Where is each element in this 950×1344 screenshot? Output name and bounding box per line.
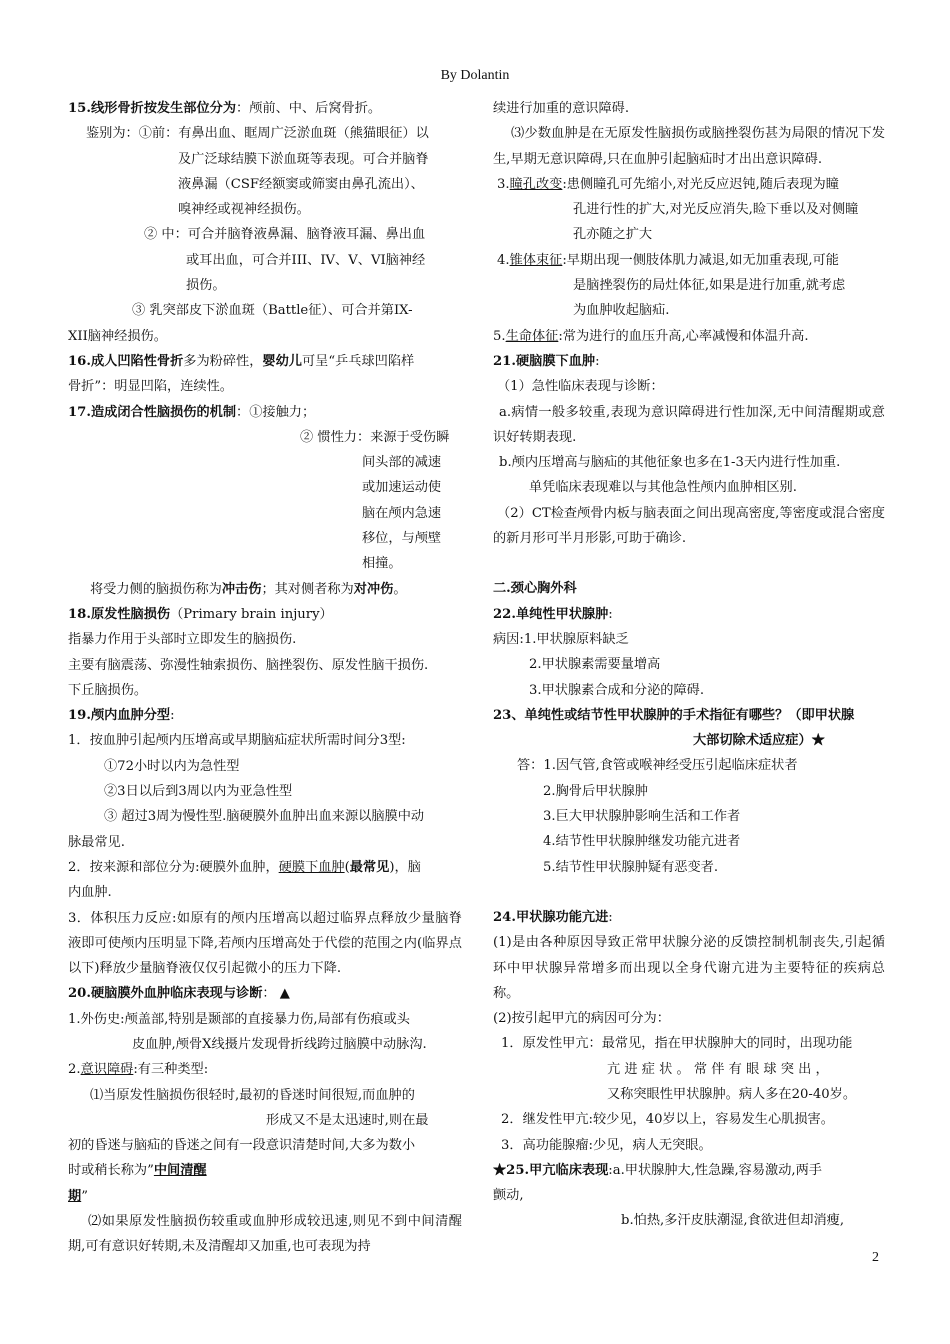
s19-text: )，脑 (389, 859, 421, 875)
s20-line: ⑴当原发性脑损伤很轻时,最初的昏迷时间很短,而血肿的 (90, 1087, 415, 1103)
s17-text: ；其对侧者称为 (261, 581, 354, 597)
r4-line: 为血肿收起脑疝. (573, 303, 670, 319)
section-22-heading (493, 602, 885, 627)
s20-line (68, 1057, 462, 1082)
s15-line: 液鼻漏（CSF经额窦或筛窦由鼻孔流出）、 (178, 176, 424, 192)
s15-line: ② 中：可合并脑脊液鼻漏、脑脊液耳漏、鼻出血 (144, 227, 426, 243)
section-17-title: 17.造成闭合性脑损伤的机制 (68, 404, 237, 420)
s24-line: 亢 进 症 状 。 常 伴 有 眼 球 突 出 ， (607, 1061, 829, 1077)
right-column (493, 96, 885, 1234)
section-heading-neck-chest: 二.颈心胸外科 (493, 581, 577, 597)
s23-line: 3.巨大甲状腺肿影响生活和工作者 (543, 809, 741, 825)
r3-number: 3. (497, 176, 510, 192)
section-21-heading (493, 349, 885, 374)
r3-line: 孔亦随之扩大 (573, 227, 653, 243)
s15-line: 或耳出血，可合并III、IV、V、VI脑神经 (186, 252, 426, 268)
section-16-title: 16.成人凹陷性骨折 (68, 353, 184, 369)
s24-line: (2)按引起甲亢的病因可分为： (493, 1011, 670, 1027)
s16-text: 可呈“乒乓球凹陷样 (301, 353, 415, 369)
section-22-title: 22.单纯性甲状腺肿 (493, 606, 609, 622)
s15-line: 损伤。 (186, 278, 226, 294)
s23-line: 2.胸骨后甲状腺肿 (543, 783, 648, 799)
s19-line: 1．按血肿引起颅内压增高或早期脑疝症状所需时间分3型: (68, 733, 406, 749)
section-17-heading (68, 400, 462, 425)
s17-line: ② 惯性力：来源于受伤瞬 (300, 429, 450, 445)
s19-paragraph: 3．体积压力反应:如原有的颅内压增高以超过临界点释放少量脑脊液即可使颅内压明显下降,若颅内压增高处于代偿的范围之内(临界点以下)释放少量脑脊液仅仅引起微小的压力下降. (68, 910, 462, 977)
s17-text: ：①接触力； (236, 404, 316, 420)
s19-colon: : (170, 708, 175, 724)
s20-text: 2. (68, 1062, 81, 1078)
s20-text: 时或稍长称为” (68, 1163, 154, 1179)
s20-text: :有三种类型: (133, 1062, 209, 1078)
r5-line (493, 324, 885, 349)
s19-text: 2．按来源和部位分为:硬膜外血肿， (68, 859, 279, 875)
s19-line: ③ 超过3周为慢性型.脑硬膜外血肿出血来源以脑膜中动 (104, 809, 425, 825)
s22-line: 3.甲状腺素合成和分泌的障碍. (529, 682, 705, 698)
s17-line: 脑在颅内急速 (362, 505, 442, 521)
s25-line: 颤动, (493, 1188, 524, 1204)
section-16-heading (68, 349, 462, 374)
s15-line: 及广泛球结膜下淤血斑等表现。可合并脑脊 (178, 151, 429, 167)
r4-number: 4. (497, 252, 510, 268)
section-20-heading (68, 981, 462, 1006)
s17-line: 相撞。 (362, 556, 402, 572)
section-19-heading (68, 703, 462, 728)
page-number: 2 (872, 1250, 879, 1265)
s17-term: 对冲伤 (353, 581, 394, 597)
s19-line: ②3日以后到3周以内为亚急性型 (104, 784, 293, 800)
s20-line (68, 1158, 462, 1183)
r4-term: 锥体束征 (509, 252, 563, 268)
s17-text: 将受力侧的脑损伤称为 (90, 581, 222, 597)
s22-line: 2.甲状腺素需要量增高 (529, 657, 661, 673)
s20-line: 初的昏迷与脑疝的昏迷之间有一段意识清楚时间,大多为数小 (68, 1138, 416, 1154)
r4-line: 是脑挫裂伤的局灶体征,如果是进行加重,就考虑 (573, 278, 846, 294)
s16-text: 多为粉碎性， (183, 353, 263, 369)
section-18-title: 18.原发性脑损伤 (68, 606, 171, 622)
s20-term: 期 (68, 1188, 82, 1204)
s24-line: 2．继发性甲亢:较少见，40岁以上，容易发生心肌损害。 (501, 1112, 834, 1128)
s20-paragraph: ⑵如果原发性脑损伤较重或血肿形成较迅速,则见不到中间清醒期,可有意识好转期,未及清醒却又加重,也可表现为持 (68, 1214, 462, 1255)
s24-paragraph: (1)是由各种原因导致正常甲状腺分泌的反馈控制机制丧失,引起循环中甲状腺异常增多而出现以全身代谢亢进为主要特征的疾病总称。 (493, 935, 885, 1001)
s23-line: 5.结节性甲状腺肿疑有恶变者. (543, 859, 719, 875)
s24-line: 又称突眼性甲状腺肿。病人多在20-40岁。 (607, 1086, 857, 1102)
s17-line: 移位，与颅壁 (362, 531, 442, 547)
s19-line: 脉最常见. (68, 834, 125, 850)
section-19-title: 19.颅内血肿分型 (68, 708, 171, 724)
r3-term: 瞳孔改变 (509, 176, 563, 192)
s19-line: 内血肿. (68, 885, 112, 901)
section-24-title: 24.甲状腺功能亢进 (493, 909, 609, 925)
s23-line: 答：1.因气管,食管或喉神经受压引起临床症状者 (517, 758, 798, 774)
s21-paragraph: a.病情一般多较重,表现为意识障碍进行性加深,无中间清醒期或意识好转期表现. (493, 404, 885, 445)
section-25-heading (493, 1158, 885, 1183)
section-20-title: 20.硬脑膜外血肿临床表现与诊断 (68, 986, 263, 1002)
page-header: By Dolantin (440, 68, 510, 83)
section-23-title: 23、单纯性或结节性甲状腺肿的手术指征有哪些？（即甲状腺 (493, 707, 855, 723)
left-column (68, 96, 462, 1260)
s25-text: :a.甲状腺肿大,性急躁,容易激动,两手 (608, 1162, 822, 1178)
s19-emphasis: 最常见 (349, 859, 390, 875)
s20-line: 形成又不是太迅速时,则在最 (266, 1112, 429, 1128)
s17-text: 。 (393, 581, 407, 597)
s19-line: ①72小时以内为急性型 (104, 758, 240, 774)
s25-line: b.怕热,多汗皮肤潮湿,食欲进但却消瘦, (621, 1213, 845, 1229)
s20-line (68, 1184, 462, 1209)
section-15-title: 15.线形骨折按发生部位分为 (68, 101, 237, 116)
s22-colon: : (608, 606, 613, 622)
s17-line: 间头部的减速 (362, 455, 442, 471)
r5-text: :常为进行的血压升高,心率减慢和体温升高. (558, 328, 809, 344)
r3-text: :患侧瞳孔可先缩小,对光反应迟钝,随后表现为瞳 (562, 176, 839, 192)
s23-line: 4.结节性甲状腺肿继发功能亢进者 (543, 834, 741, 850)
s19-text: ( (344, 859, 350, 875)
triangle-icon: ： ▲ (262, 986, 290, 1002)
s18-line: 下丘脑损伤。 (68, 682, 148, 698)
r4-text: :早期出现一侧肢体肌力减退,如无加重表现,可能 (562, 252, 839, 268)
s20-underlined: 意识障碍 (80, 1062, 134, 1078)
s20-text: ” (81, 1188, 88, 1204)
s18-line: 指暴力作用于头部时立即发生的脑损伤. (68, 632, 297, 648)
r-paragraph: ⑶少数血肿是在无原发性脑损伤或脑挫裂伤甚为局限的情况下发生,早期无意识障碍,只在血肿引起脑疝时才出出意识障碍. (493, 126, 885, 167)
s16-emphasis: 婴幼儿 (262, 353, 302, 369)
s15-line: ③ 乳突部皮下淤血斑（Battle征）、可合并第IX- (132, 303, 413, 319)
section-21-title: 21.硬脑膜下血肿 (493, 353, 596, 369)
s16-line: 骨折”：明显凹陷，连续性。 (68, 379, 233, 395)
section-15-text: ：颅前、中、后窝骨折。 (236, 101, 382, 116)
s20-term: 中间清醒 (153, 1163, 207, 1179)
section-18-heading (68, 602, 462, 627)
s20-line: 1.外伤史:颅盖部,特别是颞部的直接暴力伤,局部有伤痕或头 (68, 1011, 410, 1027)
r3-line (493, 172, 885, 197)
s17-term: 冲击伤 (221, 581, 262, 597)
r3-line: 孔进行性的扩大,对光反应消失,睑下垂以及对侧瞳 (573, 202, 859, 218)
s19-line (68, 855, 462, 880)
s21-line: （1）急性临床表现与诊断： (497, 379, 664, 395)
s21-line: 单凭临床表现难以与其他急性颅内血肿相区别. (529, 480, 797, 496)
section-15-heading (68, 96, 462, 121)
s18-english: （Primary brain injury） (170, 606, 333, 622)
section-24-heading (493, 905, 885, 930)
s21-paragraph: （2）CT检查颅骨内板与脑表面之间出现高密度,等密度或混合密度的新月形可半月形影,可助于确诊. (493, 505, 885, 547)
r5-term: 生命体征 (505, 328, 559, 344)
s19-underlined: 硬膜下血肿 (278, 859, 345, 875)
s24-line: 3．高功能腺瘤:少见，病人无突眼。 (501, 1137, 712, 1153)
r5-number: 5. (493, 328, 506, 344)
s15-line: 鉴别为：①前：有鼻出血、眶周广泛淤血斑（熊猫眼征）以 (86, 126, 429, 142)
s20-line: 皮血肿,颅骨X线摄片发现骨折线跨过脑膜中动脉沟. (132, 1036, 427, 1052)
s24-colon: : (608, 909, 613, 925)
section-23-title-cont: 大部切除术适应症）★ (693, 733, 825, 749)
s15-line: XII脑神经损伤。 (68, 328, 167, 344)
s17-summary (68, 577, 462, 602)
r-line: 续进行加重的意识障碍. (493, 101, 630, 116)
s17-line: 或加速运动使 (362, 480, 442, 496)
s18-line: 主要有脑震荡、弥漫性轴索损伤、脑挫裂伤、原发性脑干损伤. (68, 657, 429, 673)
s24-line: 1．原发性甲亢：最常见，指在甲状腺肿大的同时，出现功能 (501, 1036, 853, 1052)
s21-colon: : (595, 353, 600, 369)
section-25-title: ★25.甲亢临床表现 (493, 1162, 609, 1178)
r4-line (493, 248, 885, 273)
s21-line: b.颅内压增高与脑疝的其他征象也多在1-3天内进行性加重. (499, 455, 841, 471)
s15-line: 嗅神经或视神经损伤。 (178, 202, 310, 218)
s22-line: 病因:1.甲状腺原料缺乏 (493, 631, 629, 647)
